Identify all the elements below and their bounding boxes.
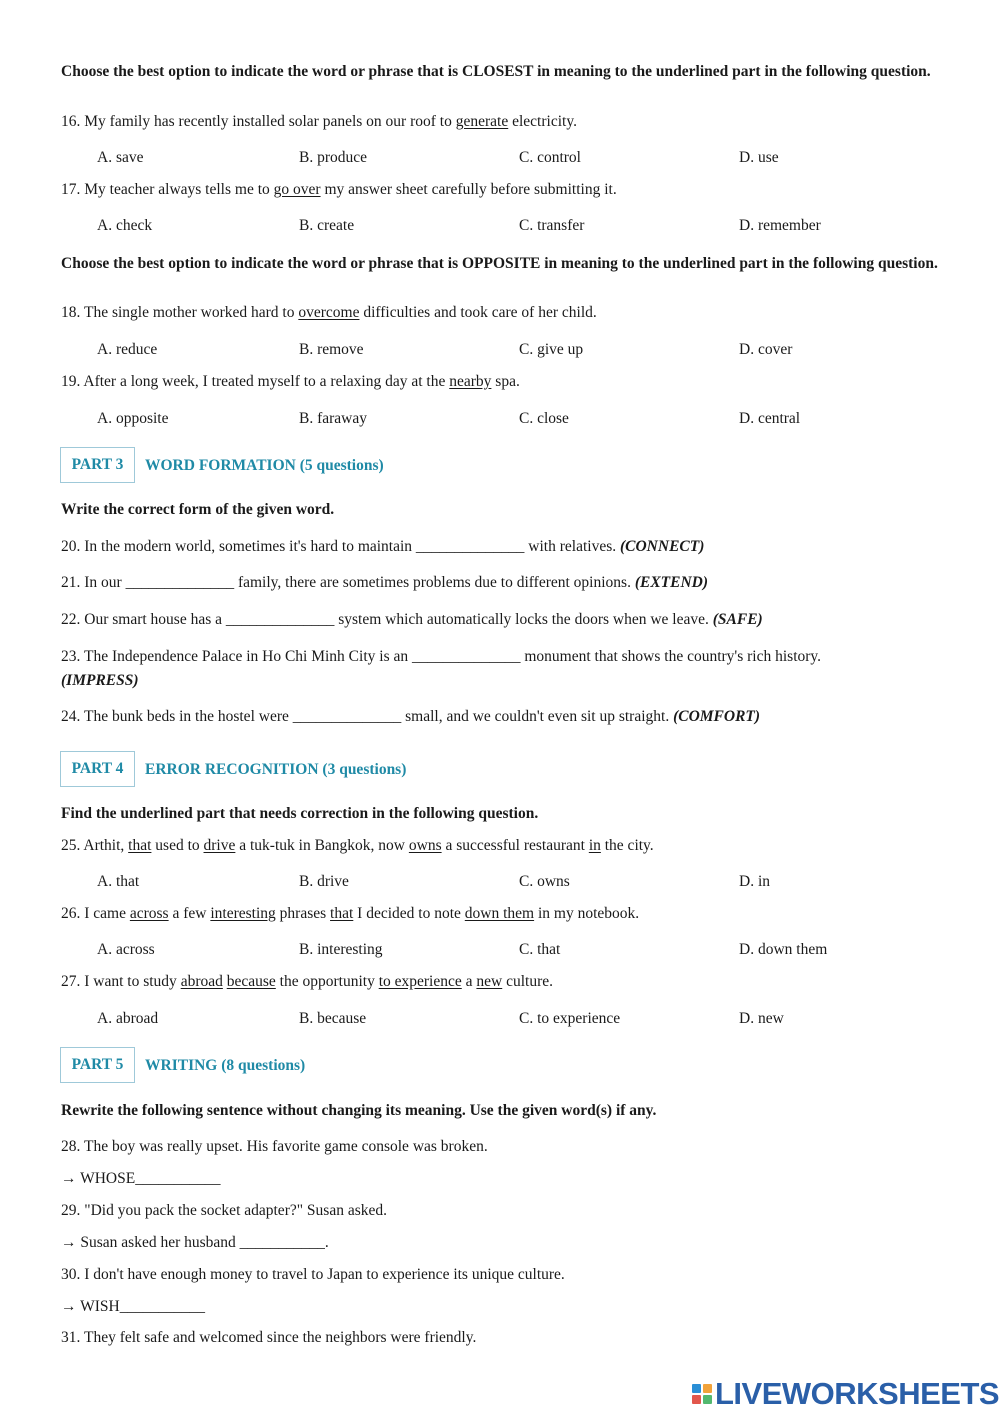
part-3-label: PART 3 xyxy=(60,447,135,483)
q21-text: 21. In our ______________ family, there are sometimes problems due to different opinions. xyxy=(61,574,635,591)
q17-text: 17. My teacher always tells me to xyxy=(61,181,274,198)
question-23: 23. The Independence Palace in Ho Chi Minh City is an ______________ monument that shows the country's rich history. xyxy=(61,648,822,665)
q20-hint: (CONNECT) xyxy=(619,538,705,555)
q18-text-end: difficulties and took care of her child. xyxy=(359,304,597,321)
q16-underlined: generate xyxy=(455,113,509,130)
q18-option-a[interactable]: A. reduce xyxy=(97,341,158,358)
question-16 xyxy=(61,113,577,131)
q18-option-c[interactable]: C. give up xyxy=(519,341,584,358)
part-5-label: PART 5 xyxy=(60,1047,135,1083)
part-5-title: WRITING (8 questions) xyxy=(145,1057,306,1074)
question-24 xyxy=(61,708,760,726)
q25-option-b[interactable]: B. drive xyxy=(299,873,349,890)
question-26: 26. I came across a few interesting phrases that I decided to note down them in my notebook. xyxy=(61,905,640,922)
q19-option-c[interactable]: C. close xyxy=(519,410,569,427)
logo-text: LIVEWORKSHEETS xyxy=(715,1376,1000,1411)
q17-option-b[interactable]: B. create xyxy=(299,217,355,234)
q25-option-d[interactable]: D. in xyxy=(739,873,770,890)
question-31: 31. They felt safe and welcomed since the neighbors were friendly. xyxy=(61,1329,477,1346)
q19-option-d[interactable]: D. central xyxy=(739,410,801,427)
question-30: 30. I don't have enough money to travel to Japan to experience its unique culture. xyxy=(61,1266,565,1283)
q23-hint: (IMPRESS) xyxy=(61,672,139,689)
q19-underlined: nearby xyxy=(449,373,492,390)
question-28: 28. The boy was really upset. His favorite game console was broken. xyxy=(61,1138,488,1155)
q19-text-end: spa. xyxy=(491,373,520,390)
q28-answer-field[interactable]: → WHOSE___________ xyxy=(61,1170,221,1187)
q22-text: 22. Our smart house has a ______________ system which automatically locks the doors when we leave. xyxy=(61,611,713,628)
q26-option-a[interactable]: A. across xyxy=(97,941,155,958)
q25-underlined-a: that xyxy=(128,837,152,854)
q26-option-b[interactable]: B. interesting xyxy=(299,941,383,958)
q25-underlined-c: owns xyxy=(408,837,442,854)
closest-instruction: Choose the best option to indicate the word or phrase that is CLOSEST in meaning to the underlined part in the following question. xyxy=(61,63,931,80)
q25-underlined-d: in xyxy=(588,837,601,854)
q30-answer-field[interactable]: → WISH___________ xyxy=(61,1298,205,1315)
question-22 xyxy=(61,611,763,629)
q16-option-b[interactable]: B. produce xyxy=(299,149,368,166)
question-25: 25. Arthit, that used to drive a tuk-tuk in Bangkok, now owns a successful restaurant in the city. xyxy=(61,837,654,854)
q21-hint: (EXTEND) xyxy=(634,574,709,591)
part-4-instruction: Find the underlined part that needs correction in the following question. xyxy=(61,805,539,822)
q27-option-d[interactable]: D. new xyxy=(739,1010,784,1027)
q17-option-d[interactable]: D. remember xyxy=(739,217,821,234)
q27-option-a[interactable]: A. abroad xyxy=(97,1010,159,1027)
q19-option-b[interactable]: B. faraway xyxy=(299,410,367,427)
logo-grid-icon xyxy=(692,1384,712,1404)
q16-text: 16. My family has recently installed solar panels on our roof to xyxy=(61,113,456,130)
q27-option-b[interactable]: B. because xyxy=(299,1010,367,1027)
q18-text: 18. The single mother worked hard to xyxy=(61,304,299,321)
part-4-title: ERROR RECOGNITION (3 questions) xyxy=(145,761,407,778)
q25-underlined-b: drive xyxy=(203,837,236,854)
liveworksheets-logo[interactable] xyxy=(692,1376,999,1412)
question-21 xyxy=(61,574,708,592)
q27-option-c[interactable]: C. to experience xyxy=(519,1010,621,1027)
part-5-instruction: Rewrite the following sentence without changing its meaning. Use the given word(s) if any. xyxy=(61,1102,657,1119)
q17-option-a[interactable]: A. check xyxy=(97,217,153,234)
q19-text: 19. After a long week, I treated myself to a relaxing day at the xyxy=(61,373,450,390)
q20-text: 20. In the modern world, sometimes it's hard to maintain ______________ with relatives. xyxy=(61,538,620,555)
q18-option-b[interactable]: B. remove xyxy=(299,341,364,358)
q17-text-end: my answer sheet carefully before submitting it. xyxy=(320,181,617,198)
question-19 xyxy=(61,373,520,391)
q16-option-a[interactable]: A. save xyxy=(97,149,144,166)
q25-option-c[interactable]: C. owns xyxy=(519,873,570,890)
opposite-instruction: Choose the best option to indicate the word or phrase that is OPPOSITE in meaning to the underlined part in the following question. xyxy=(61,255,938,272)
q18-option-d[interactable]: D. cover xyxy=(739,341,793,358)
question-20 xyxy=(61,538,704,556)
q17-underlined: go over xyxy=(273,181,321,198)
q24-text: 24. The bunk beds in the hostel were ______________ small, and we couldn't even sit up straight. xyxy=(61,708,674,725)
q27-underlined-b: because xyxy=(226,973,276,990)
question-27: 27. I want to study abroad because the opportunity to experience a new culture. xyxy=(61,973,554,990)
q25-option-a[interactable]: A. that xyxy=(97,873,140,890)
q27-underlined-d: new xyxy=(476,973,503,990)
q19-option-a[interactable]: A. opposite xyxy=(97,410,169,427)
q24-hint: (COMFORT) xyxy=(673,708,761,725)
q26-underlined-b: interesting xyxy=(210,905,276,922)
question-17 xyxy=(61,181,617,199)
q26-option-c[interactable]: C. that xyxy=(519,941,561,958)
q26-underlined-c: that xyxy=(330,905,354,922)
q16-text-end: electricity. xyxy=(508,113,577,130)
q26-option-d[interactable]: D. down them xyxy=(739,941,828,958)
part-3-title: WORD FORMATION (5 questions) xyxy=(145,457,384,474)
q26-underlined-a: across xyxy=(129,905,169,922)
q29-answer-field[interactable]: → Susan asked her husband ___________. xyxy=(61,1234,329,1251)
q17-option-c[interactable]: C. transfer xyxy=(519,217,585,234)
q16-option-c[interactable]: C. control xyxy=(519,149,581,166)
q27-underlined-c: to experience xyxy=(378,973,462,990)
q26-underlined-d: down them xyxy=(464,905,535,922)
part-3-instruction: Write the correct form of the given word. xyxy=(61,501,335,518)
part-4-label: PART 4 xyxy=(60,751,135,787)
q22-hint: (SAFE) xyxy=(712,611,763,628)
q18-underlined: overcome xyxy=(298,304,360,321)
q27-underlined-a: abroad xyxy=(180,973,223,990)
q16-option-d[interactable]: D. use xyxy=(739,149,779,166)
question-29: 29. "Did you pack the socket adapter?" Susan asked. xyxy=(61,1202,388,1219)
question-18 xyxy=(61,304,597,322)
